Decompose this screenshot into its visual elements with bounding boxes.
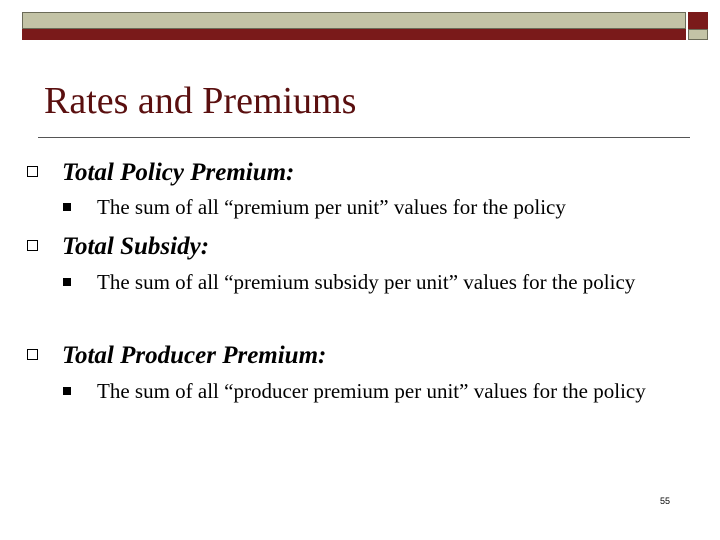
slide-title: Rates and Premiums — [44, 80, 357, 122]
bullet-detail-total-producer-premium: The sum of all “producer premium per unit” values for the policy — [97, 379, 646, 403]
title-divider — [38, 137, 690, 138]
bullet-heading-total-subsidy: Total Subsidy: — [62, 233, 210, 260]
bullet-detail-total-policy-premium: The sum of all “premium per unit” values for the policy — [97, 195, 566, 219]
bullet-heading-total-policy-premium: Total Policy Premium: — [62, 159, 295, 186]
filled-square-bullet-icon — [63, 387, 71, 395]
bullet-heading-total-producer-premium: Total Producer Premium: — [62, 342, 327, 369]
filled-square-bullet-icon — [63, 203, 71, 211]
band-dark-strip — [22, 29, 686, 40]
filled-square-bullet-icon — [63, 278, 71, 286]
hollow-square-bullet-icon — [27, 166, 38, 177]
top-decorative-band — [22, 12, 714, 40]
page-number: 55 — [660, 496, 671, 506]
band-light-strip — [22, 12, 686, 29]
band-corner-dark-square — [688, 12, 708, 29]
hollow-square-bullet-icon — [27, 349, 38, 360]
band-corner-light-square — [688, 29, 708, 40]
bullet-detail-total-subsidy: The sum of all “premium subsidy per unit” values for the policy — [97, 270, 636, 294]
hollow-square-bullet-icon — [27, 240, 38, 251]
